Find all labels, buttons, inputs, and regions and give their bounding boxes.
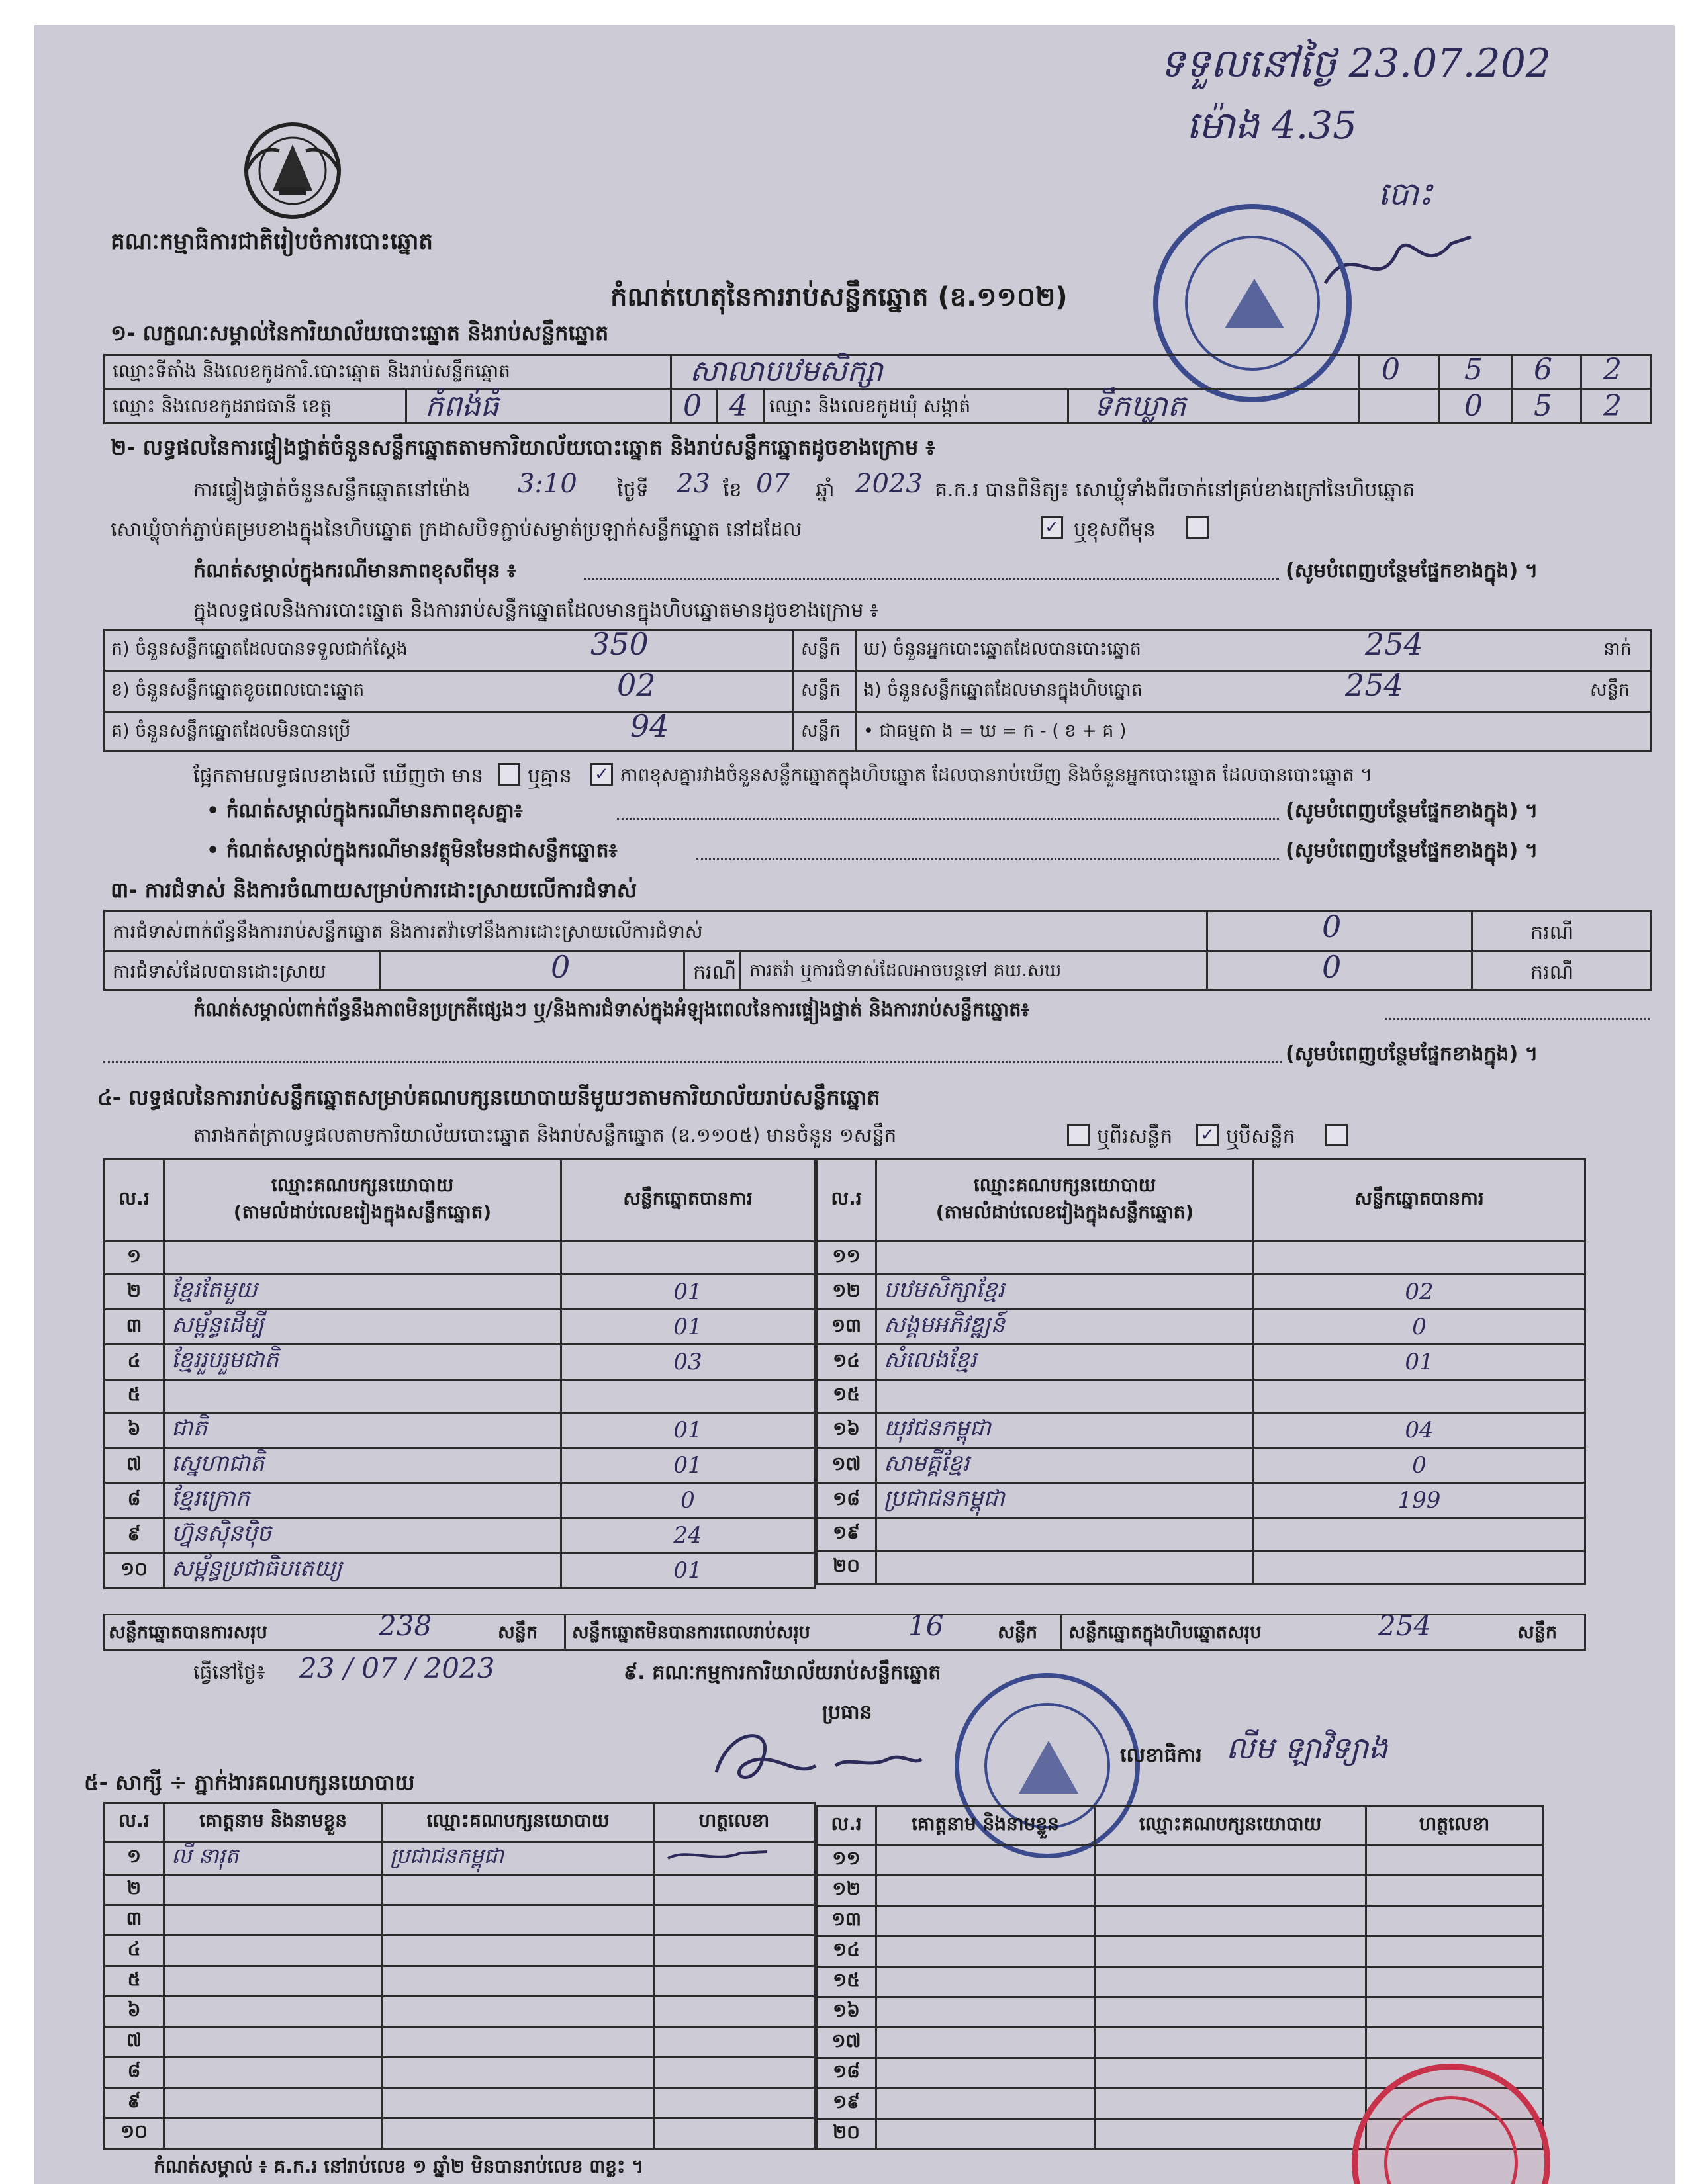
received-time-note: ម៉ោង 4.35 — [1186, 103, 1358, 148]
station-code-digit: 6 — [1534, 353, 1552, 387]
unchanged-checkbox[interactable]: ✓ — [1041, 516, 1063, 539]
party-name: សាមគ្គីខ្មែរ — [876, 1448, 1254, 1483]
count-a-label: ក) ចំនួនសន្លឹកឆ្នោតដែលបានទទួលជាក់ស្តែង — [111, 639, 408, 659]
party-name — [876, 1242, 1254, 1275]
witness-name: លី នារុត — [164, 1842, 383, 1875]
witness-signature — [654, 2027, 815, 2058]
row-number: ៩ — [105, 1518, 164, 1553]
changed-label: ឬខុសពីមុន — [1074, 518, 1156, 541]
changed-checkbox[interactable] — [1186, 516, 1209, 539]
party-votes — [561, 1380, 815, 1413]
row-number: ២ — [105, 1875, 164, 1905]
party-name: សង្គមអភិវឌ្ឍន៍ — [876, 1310, 1254, 1345]
unit: សន្លឹក — [498, 1622, 538, 1643]
station-name-label: ឈ្មោះទីតាំង និងលេខកូដការិ.បោះឆ្នោត និងរាប់សន្លឹកឆ្នោត — [113, 360, 510, 382]
verify-day: 23 — [677, 469, 710, 499]
count-c-unit: សន្លឹក — [801, 721, 841, 741]
row-number: ១ — [105, 1842, 164, 1875]
row-number: ៤ — [105, 1345, 164, 1380]
province-value: កំពង់ធំ — [425, 389, 499, 423]
table-row — [817, 2028, 1543, 2058]
unit: សន្លឹក — [1517, 1622, 1557, 1643]
totals-row — [103, 1614, 1586, 1651]
table-row — [105, 1345, 815, 1380]
secretary-name: លីម ឡាវិទ្យាង — [1226, 1730, 1388, 1766]
party-name: ខ្មែររួបរួមជាតិ — [164, 1345, 561, 1380]
party-votes: 01 — [561, 1275, 815, 1310]
col-no-header: ល.រ — [105, 1803, 164, 1842]
witness-signature — [654, 1997, 815, 2027]
witness-signature — [1366, 1906, 1543, 1936]
difference-note: • កំណត់សម្គាល់ក្នុងករណីមានភាពខុសគ្នា៖ — [207, 799, 523, 823]
witness-table-left — [103, 1802, 816, 2150]
chair-signature — [703, 1719, 928, 1792]
witness-name — [876, 1906, 1095, 1936]
count-b-unit: សន្លឹក — [801, 680, 841, 700]
witness-party — [383, 2027, 654, 2058]
resolved-value: 0 — [551, 949, 571, 985]
witness-name — [164, 2058, 383, 2088]
row-number: ២ — [105, 1275, 164, 1310]
count-d-label: ឃ) ចំនួនអ្នកបោះឆ្នោតដែលបានបោះឆ្នោត — [863, 639, 1141, 659]
witness-party — [1095, 1906, 1366, 1936]
col-no-header: ល.រ — [817, 1807, 876, 1845]
witness-party — [383, 2058, 654, 2088]
section3-heading: ៣- ការជំទាស់ និងការចំណាយសម្រាប់ការដោះស្រាយលើការជំទាស់ — [111, 878, 637, 903]
party-votes: 01 — [561, 1553, 815, 1588]
has-difference-checkbox[interactable] — [498, 763, 520, 786]
party-name: សំលេងខ្មែរ — [876, 1345, 1254, 1380]
commune-code-digit: 0 — [1464, 389, 1483, 423]
witness-name — [876, 1936, 1095, 1967]
row-number: ១៥ — [817, 1967, 876, 1997]
total-invalid-label: សន្លឹកឆ្នោតមិនបានការពេលរាប់សរុប — [572, 1622, 810, 1643]
witness-name — [164, 2118, 383, 2149]
form-title: កំណត់ហេតុនៃការរាប់សន្លឹកឆ្នោត (ឧ.១១០២) — [610, 282, 1068, 312]
table-row — [105, 2058, 815, 2088]
row-number: ៨ — [105, 1483, 164, 1518]
row-number: ៧ — [105, 2027, 164, 2058]
table-row — [817, 1310, 1585, 1345]
witness-party — [383, 1905, 654, 1936]
commune-code-digit: 2 — [1603, 389, 1622, 423]
witness-signature — [1366, 1936, 1543, 1967]
row-number: ១០ — [105, 1553, 164, 1588]
table-row — [105, 1483, 815, 1518]
verify-year-label: ឆ្នាំ — [816, 478, 835, 502]
table-row — [105, 1553, 815, 1588]
received-note: ទទួលនៅថ្ងៃ 23.07.202 — [1160, 40, 1552, 87]
col-name-header: គោត្តនាម និងនាមខ្លួន — [876, 1807, 1095, 1845]
witness-party — [1095, 2089, 1366, 2119]
row-number: ៣ — [105, 1310, 164, 1345]
party-name — [876, 1551, 1254, 1584]
witness-party — [1095, 1967, 1366, 1997]
table-row — [817, 1997, 1543, 2028]
table-row — [817, 1380, 1585, 1413]
col-no-header: ល.រ — [817, 1160, 876, 1242]
party-votes: 0 — [1254, 1448, 1585, 1483]
commune-code-digit: 5 — [1534, 389, 1552, 423]
counts-intro: ក្នុងលទ្ធផលនិងការបោះឆ្នោត និងការរាប់សន្លឹកឆ្នោតដែលមានក្នុងហិបឆ្នោតមានដូចខាងក្រោម ៖ — [193, 599, 879, 622]
row-number: ៤ — [105, 1936, 164, 1966]
section4-heading: ៤- លទ្ធផលនៃការរាប់សន្លឹកឆ្នោតសម្រាប់គណបក្សនយោបាយនីមួយៗតាមការិយាល័យរាប់សន្លឹកឆ្នោត — [97, 1085, 880, 1110]
one-sheet-checkbox[interactable] — [1067, 1124, 1090, 1146]
party-name: សម្ព័ន្ធដើម្បី — [164, 1310, 561, 1345]
row-number: ១៩ — [817, 1518, 876, 1551]
commune-label: ឈ្មោះ និងលេខកូដឃុំ សង្កាត់ — [769, 395, 971, 417]
count-e-label: ង) ចំនួនសន្លឹកឆ្នោតដែលមានក្នុងហិបឆ្នោត — [863, 680, 1143, 700]
table-row — [105, 2118, 815, 2149]
witness-party: ប្រជាជនកម្ពុជា — [383, 1842, 654, 1875]
witness-party — [1095, 2119, 1366, 2150]
party-votes: 0 — [561, 1483, 815, 1518]
verify-text2: សោឃ្លុំចាក់ភ្ជាប់គម្របខាងក្នុងនៃហិបឆ្នោត ក្រដាសបិទភ្ជាប់សម្ងាត់ប្រឡាក់សន្លឹកឆ្នោត នៅដដែល — [111, 518, 802, 541]
verify-day-label: ថ្ងៃទី — [617, 478, 649, 502]
row-number: ១៥ — [817, 1380, 876, 1413]
row-number: ១៤ — [817, 1345, 876, 1380]
station-code-digit: 0 — [1382, 353, 1400, 387]
party-name — [164, 1380, 561, 1413]
table-row — [817, 1242, 1585, 1275]
witness-party — [383, 1875, 654, 1905]
party-results-table-left — [103, 1158, 816, 1589]
row-number: ៥ — [105, 1380, 164, 1413]
witness-name — [164, 1905, 383, 1936]
formula: • ជាធម្មតា ង = ឃ = ក - ( ខ + គ ) — [863, 721, 1127, 741]
party-votes: 03 — [561, 1345, 815, 1380]
witness-name — [164, 1966, 383, 1997]
table-row — [105, 1842, 815, 1875]
row-number: ១២ — [817, 1876, 876, 1906]
table-row — [105, 2027, 815, 2058]
witness-signature — [654, 2058, 815, 2088]
total-box-label: សន្លឹកឆ្នោតក្នុងហិបឆ្នោតសរុប — [1068, 1622, 1262, 1643]
row-number: ១៧ — [817, 2028, 876, 2058]
witness-signature — [1366, 1845, 1543, 1876]
witness-signature — [654, 2118, 815, 2149]
count-e-value: 254 — [1345, 667, 1403, 703]
table-row — [105, 1966, 815, 1997]
secretary-label: លេខាធិការ — [1120, 1744, 1202, 1767]
row-number: ១៤ — [817, 1936, 876, 1967]
results-sheets-text: តារាងកត់ត្រាលទ្ធផលតាមការិយាល័យបោះឆ្នោត និងរាប់សន្លឹកឆ្នោត (ឧ.១១០៥) មានចំនួន ១សន្លឹក — [193, 1124, 897, 1146]
row-number: ២០ — [817, 1551, 876, 1584]
irregularities-note: កំណត់សម្គាល់ពាក់ព័ន្ធនឹងភាពមិនប្រក្រតីផ្សេងៗ ឬ/និងការជំទាស់ក្នុងអំឡុងពេលនៃការផ្ទៀងផ្ទាត់ និងការរាប់សន្លឹកឆ្នោត៖ — [193, 998, 1030, 1021]
table-row — [817, 1345, 1585, 1380]
row-number: ៦ — [105, 1413, 164, 1448]
two-sheets-checkbox[interactable]: ✓ — [1196, 1124, 1219, 1146]
col-no-header: ល.រ — [105, 1160, 164, 1242]
complaints-counting-label: ការជំទាស់ពាក់ព័ន្ធនឹងការរាប់សន្លឹកឆ្នោត និងការតវ៉ាទៅនឹងការដោះស្រាយលើការជំទាស់ — [113, 921, 703, 942]
witness-party — [383, 1997, 654, 2027]
row-number: ១២ — [817, 1275, 876, 1310]
row-number: ១៣ — [817, 1906, 876, 1936]
committee-label: ៩. គណៈកម្មការការិយាល័យរាប់សន្លឹកឆ្នោត — [624, 1661, 941, 1684]
party-name — [164, 1242, 561, 1275]
row-number: ១ — [105, 1242, 164, 1275]
witness-signature — [1366, 1967, 1543, 1997]
total-box-value: 254 — [1378, 1610, 1432, 1642]
witness-signature — [654, 1905, 815, 1936]
party-votes: 24 — [561, 1518, 815, 1553]
compare-pre: ផ្អែកតាមលទ្ធផលខាងលើ ឃើញថា មាន — [193, 764, 484, 788]
table-row — [105, 1518, 815, 1553]
witness-name — [876, 1997, 1095, 2028]
two-sheets-label: ឬពីរសន្លឹក — [1097, 1125, 1173, 1148]
table-row — [105, 1242, 815, 1275]
witness-party — [1095, 1845, 1366, 1876]
difference-note-label: កំណត់សម្គាល់ក្នុងករណីមានភាពខុសពីមុន ៖ — [193, 559, 516, 582]
witness-name — [164, 1875, 383, 1905]
col-sign-header: ហត្ថលេខា — [1366, 1807, 1543, 1845]
col-party-header: ឈ្មោះគណបក្សនយោបាយ — [1095, 1807, 1366, 1845]
table-row — [105, 1380, 815, 1413]
compare-mid: ឬគ្មាន — [528, 764, 572, 788]
three-sheets-label: ឬបីសន្លឹក — [1226, 1125, 1295, 1148]
count-c-value: 94 — [630, 708, 669, 744]
witness-signature — [654, 2088, 815, 2118]
witness-party — [383, 2088, 654, 2118]
party-votes — [1254, 1242, 1585, 1275]
row-number: ១៨ — [817, 1483, 876, 1518]
row-number: ៩ — [105, 2088, 164, 2118]
row-number: ១៦ — [817, 1413, 876, 1448]
party-name: ខ្មែរក្រោក — [164, 1483, 561, 1518]
row-number: ១១ — [817, 1845, 876, 1876]
commune-value: ទឹកឃ្លាត — [1094, 389, 1186, 423]
party-name: ប្រជាជនកម្ពុជា — [876, 1483, 1254, 1518]
witness-name — [876, 2028, 1095, 2058]
witness-party — [1095, 2028, 1366, 2058]
table-row — [817, 1967, 1543, 1997]
witness-party — [1095, 2058, 1366, 2089]
complaints-counting-value: 0 — [1322, 909, 1342, 944]
witness-name — [164, 2027, 383, 2058]
witness-party — [383, 2118, 654, 2149]
verify-year: 2023 — [855, 469, 923, 499]
complaints-counting-unit: ករណី — [1530, 921, 1574, 944]
witness-party — [1095, 1997, 1366, 2028]
party-name: ខ្មែរតែមួយ — [164, 1275, 561, 1310]
witness-name — [876, 1967, 1095, 1997]
resolved-unit: ករណី — [693, 961, 737, 984]
count-d-value: 254 — [1365, 626, 1423, 662]
witness-party — [383, 1966, 654, 1997]
appeal-value: 0 — [1322, 949, 1342, 985]
row-number: ២០ — [817, 2119, 876, 2150]
verify-text-post: គ.ក.រ បានពិនិត្យ៖ សោឃ្លុំទាំងពីរចាក់នៅគ្រប់ខាងក្រៅនៃហិបឆ្នោត — [935, 478, 1415, 502]
commission-name: គណៈកម្មាធិការជាតិរៀបចំការបោះឆ្នោត — [111, 228, 434, 255]
fill-note: (សូមបំពេញបន្ថែមផ្នែកខាងក្នុង) ។ — [1286, 1042, 1538, 1066]
party-name — [876, 1518, 1254, 1551]
witness-signature — [1366, 1876, 1543, 1906]
witness-name — [876, 1845, 1095, 1876]
party-name: ជាតិ — [164, 1413, 561, 1448]
resolved-label: ការជំទាស់ដែលបានដោះស្រាយ — [113, 960, 326, 982]
count-a-value: 350 — [590, 626, 649, 662]
table-row — [105, 1905, 815, 1936]
table-row — [105, 1413, 815, 1448]
verify-month-label: ខែ — [723, 478, 742, 502]
unit: សន្លឹក — [998, 1622, 1037, 1643]
witness-name — [164, 2088, 383, 2118]
witness-name — [164, 1936, 383, 1966]
signature-initial: បោះ — [1378, 175, 1433, 212]
table-row — [817, 1413, 1585, 1448]
witness-name — [164, 1997, 383, 2027]
total-invalid-value: 16 — [908, 1610, 944, 1642]
party-results-table-right — [816, 1158, 1586, 1585]
verify-month: 07 — [756, 469, 790, 499]
count-e-unit: សន្លឹក — [1590, 680, 1630, 700]
col-sign-header: ហត្ថលេខា — [654, 1803, 815, 1842]
table-row — [105, 1936, 815, 1966]
witness-party — [1095, 1936, 1366, 1967]
party-votes — [1254, 1380, 1585, 1413]
fill-note: (សូមបំពេញបន្ថែមផ្នែកខាងក្នុង) ។ — [1286, 559, 1538, 582]
footer-note: កំណត់សម្គាល់ ៖ គ.ក.រ នៅរាប់លេខ ១ ឆ្នាំ២ មិនបានរាប់លេខ ៣ខ្លះ ។ — [154, 2156, 644, 2177]
station-code-digit: 5 — [1464, 353, 1483, 387]
table-row — [105, 1448, 815, 1483]
party-name: យុវជនកម្ពុជា — [876, 1413, 1254, 1448]
witness-signature — [1366, 2028, 1543, 2058]
col-votes-header: សន្លឹកឆ្នោតបានការ — [1254, 1160, 1585, 1242]
witness-party — [1095, 1876, 1366, 1906]
witness-party — [383, 1936, 654, 1966]
witness-name — [876, 2058, 1095, 2089]
no-difference-checkbox[interactable]: ✓ — [590, 763, 613, 786]
witness-name — [876, 1876, 1095, 1906]
made-at-date: 23 / 07 / 2023 — [299, 1652, 495, 1684]
col-party-header: ឈ្មោះគណបក្សនយោបាយ (តាមលំដាប់លេខរៀងក្នុងសន្លឹកឆ្នោត) — [164, 1160, 561, 1242]
count-d-unit: នាក់ — [1603, 639, 1632, 659]
count-c-label: គ) ចំនួនសន្លឹកឆ្នោតដែលមិនបានប្រើ — [111, 721, 351, 741]
station-name-value: សាលាបឋមសិក្សា — [690, 354, 883, 388]
fill-note: (សូមបំពេញបន្ថែមផ្នែកខាងក្នុង) ។ — [1286, 799, 1538, 823]
party-name: បឋមសិក្សាខ្មែរ — [876, 1275, 1254, 1310]
party-votes: 199 — [1254, 1483, 1585, 1518]
count-b-label: ខ) ចំនួនសន្លឹកឆ្នោតខូចពេលបោះឆ្នោត — [111, 680, 365, 700]
witness-name — [876, 2119, 1095, 2150]
three-sheets-checkbox[interactable] — [1325, 1124, 1348, 1146]
witness-signature — [654, 1842, 815, 1875]
verify-text-pre: ការផ្ទៀងផ្ទាត់ចំនួនសន្លឹកឆ្នោតនៅម៉ោង — [193, 478, 471, 502]
foreign-object-note: • កំណត់សម្គាល់ក្នុងករណីមានវត្ថុមិនមែនជាសន្លឹកឆ្នោត៖ — [207, 839, 618, 862]
witness-signature — [654, 1966, 815, 1997]
witness-name — [876, 2089, 1095, 2119]
party-votes — [1254, 1518, 1585, 1551]
table-row — [817, 1448, 1585, 1483]
total-valid-value: 238 — [379, 1610, 432, 1642]
section2-heading: ២- លទ្ធផលនៃការផ្ទៀងផ្ទាត់ចំនួនសន្លឹកឆ្នោតតាមការិយាល័យបោះឆ្នោត និងរាប់សន្លឹកឆ្នោតដូចខាងក្រោម ៖ — [111, 435, 935, 460]
col-name-header: គោត្តនាម និងនាមខ្លួន — [164, 1803, 383, 1842]
verify-time: 3:10 — [518, 469, 577, 499]
appeal-label: ការតវ៉ា ឬការជំទាស់ដែលអាចបន្តទៅ គឃ.សឃ — [749, 960, 1062, 981]
party-votes: 01 — [1254, 1345, 1585, 1380]
row-number: ១១ — [817, 1242, 876, 1275]
province-label: ឈ្មោះ និងលេខកូដរាជធានី ខេត្ត — [113, 395, 332, 417]
row-number: ១៨ — [817, 2058, 876, 2089]
chair-label: ប្រធាន — [822, 1701, 872, 1724]
commission-logo — [233, 118, 352, 224]
party-votes: 01 — [561, 1413, 815, 1448]
table-row — [105, 2088, 815, 2118]
party-name: សម្ព័ន្ធប្រជាធិបតេយ្យ — [164, 1553, 561, 1588]
party-votes: 0 — [1254, 1310, 1585, 1345]
party-votes — [1254, 1551, 1585, 1584]
table-row — [817, 1906, 1543, 1936]
party-name: ស្នេហាជាតិ — [164, 1448, 561, 1483]
party-name — [876, 1380, 1254, 1413]
table-row — [817, 1518, 1585, 1551]
station-code-digit: 2 — [1603, 353, 1622, 387]
row-number: ១៩ — [817, 2089, 876, 2119]
row-number: ៧ — [105, 1448, 164, 1483]
party-votes: 02 — [1254, 1275, 1585, 1310]
province-code-digit: 4 — [729, 389, 748, 423]
made-at-label: ធ្វើនៅថ្ងៃ៖ — [193, 1661, 265, 1684]
row-number: ១៧ — [817, 1448, 876, 1483]
party-name: ហ្វ៊ុនស៊ិនប៉ិច — [164, 1518, 561, 1553]
row-number: ៨ — [105, 2058, 164, 2088]
table-row — [817, 1275, 1585, 1310]
row-number: ១០ — [105, 2118, 164, 2149]
table-row — [817, 1876, 1543, 1906]
party-votes: 01 — [561, 1310, 815, 1345]
section5-heading: ៥- សាក្សី ÷ ភ្នាក់ងារគណបក្សនយោបាយ — [84, 1770, 415, 1795]
party-votes: 01 — [561, 1448, 815, 1483]
col-party-header: ឈ្មោះគណបក្សនយោបាយ (តាមលំដាប់លេខរៀងក្នុងសន្លឹកឆ្នោត) — [876, 1160, 1254, 1242]
compare-post: ភាពខុសគ្នារវាងចំនួនសន្លឹកឆ្នោតក្នុងហិបឆ្នោត ដែលបានរាប់ឃើញ និងចំនួនអ្នកបោះឆ្នោត ដែលបានបោះឆ្នោត ។ — [620, 764, 1373, 786]
table-row — [105, 1275, 815, 1310]
row-number: ៥ — [105, 1966, 164, 1997]
count-b-value: 02 — [617, 667, 656, 703]
party-votes — [561, 1242, 815, 1275]
row-number: ១៦ — [817, 1997, 876, 2028]
table-row — [817, 1551, 1585, 1584]
table-row — [105, 1997, 815, 2027]
table-row — [817, 1483, 1585, 1518]
witness-signature — [654, 1875, 815, 1905]
table-row — [105, 1875, 815, 1905]
scanned-form — [34, 25, 1675, 2184]
table-row — [817, 1936, 1543, 1967]
witness-signature — [654, 1936, 815, 1966]
col-votes-header: សន្លឹកឆ្នោតបានការ — [561, 1160, 815, 1242]
row-number: ១៣ — [817, 1310, 876, 1345]
count-a-unit: សន្លឹក — [801, 639, 841, 659]
province-code-digit: 0 — [683, 389, 702, 423]
appeal-unit: ករណី — [1530, 961, 1574, 984]
party-votes: 04 — [1254, 1413, 1585, 1448]
row-number: ៦ — [105, 1997, 164, 2027]
total-valid-label: សន្លឹកឆ្នោតបានការសរុប — [109, 1622, 267, 1643]
row-number: ៣ — [105, 1905, 164, 1936]
witness-signature — [1366, 1997, 1543, 2028]
table-row — [817, 1845, 1543, 1876]
section1-heading: ១- លក្ខណៈសម្គាល់នៃការិយាល័យបោះឆ្នោត និងរាប់សន្លឹកឆ្នោត — [111, 320, 609, 345]
table-row — [105, 1310, 815, 1345]
col-party-header: ឈ្មោះគណបក្សនយោបាយ — [383, 1803, 654, 1842]
fill-note: (សូមបំពេញបន្ថែមផ្នែកខាងក្នុង) ។ — [1286, 839, 1538, 862]
